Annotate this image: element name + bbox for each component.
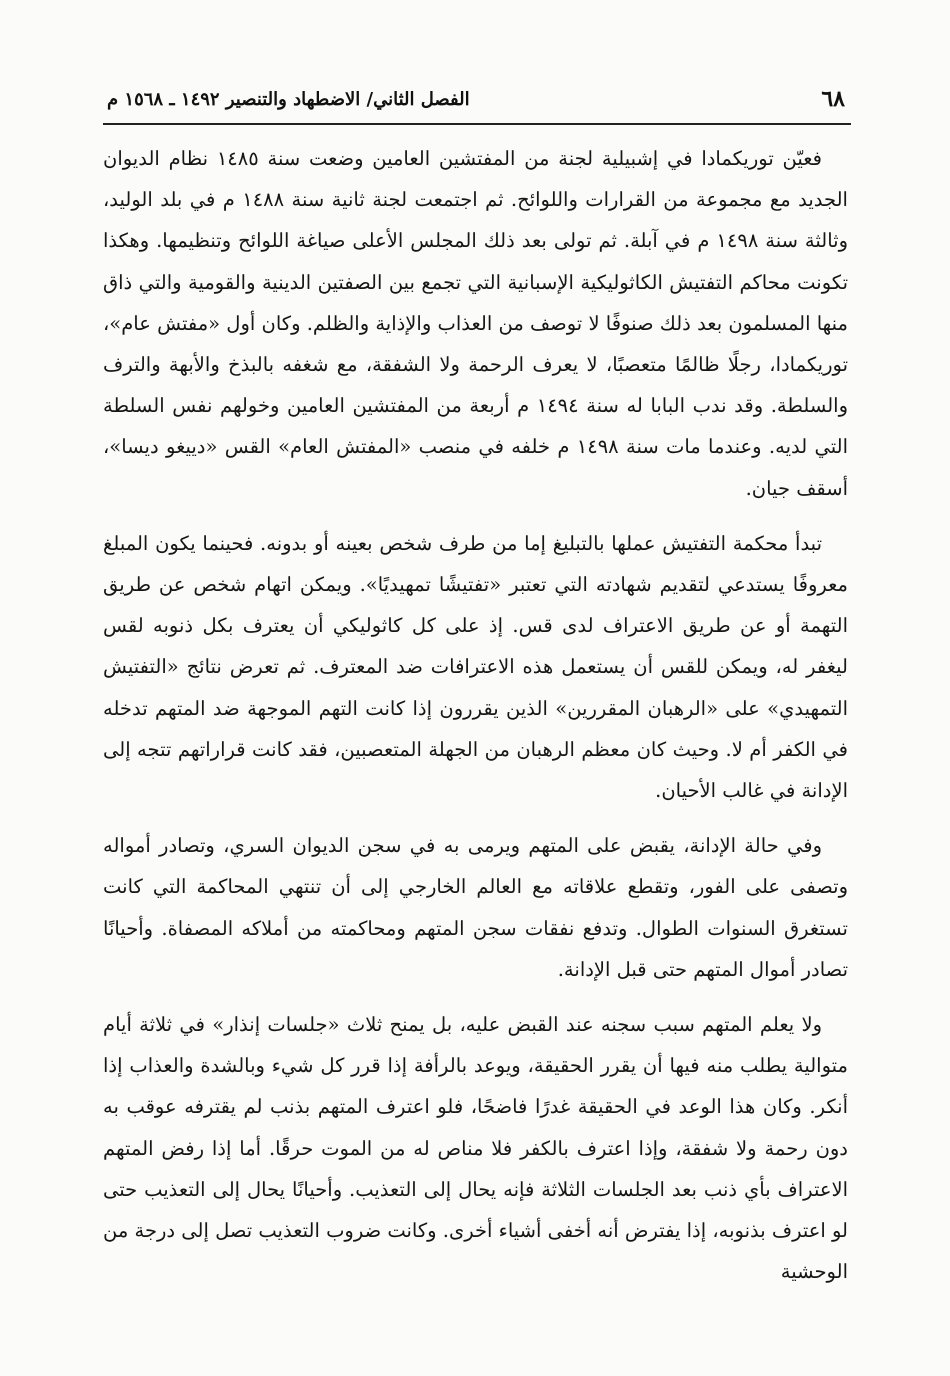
header-divider xyxy=(103,123,851,125)
paragraph-3: وفي حالة الإدانة، يقبض على المتهم ويرمى به في سجن الديوان السري، وتصادر أمواله وتصفى على الفور، وتقطع علاقاته مع العالم الخارجي إلى أن تنتهي المحاكمة التي كانت تستغرق السنوات الطوال. وتدفع نفقات سجن المتهم ومحاكمته من أملاكه المصفاة. وأحيانًا تصادر أموال المتهم حتى قبل الإدانة. xyxy=(103,834,848,981)
running-title: الفصل الثاني/ الاضطهاد والتنصير ١٤٩٢ ـ ١٥٦٨ م xyxy=(107,89,470,110)
paragraph-2: تبدأ محكمة التفتيش عملها بالتبليغ إما من طرف شخص بعينه أو بدونه. فحينما يكون المبلغ معروفًا يستدعي لتقديم شهادته التي تعتبر «تفتيشًا تمهيديًا». ويمكن اتهام شخص عن طريق التهمة أو عن طريق الاعتراف لدى قس. إذ على كل كاثوليكي أن يعترف بكل ذنوبه لقس ليغفر له، ويمكن للقس أن يستعمل هذه الاعترافات ضد المعترف. ثم تعرض نتائج «التفتيش التمهيدي» على «الرهبان المقررين» الذين يقررون إذا كانت التهم الموجهة ضد المتهم تدخله في الكفر أم لا. وحيث كان معظم الرهبان من الجهلة المتعصبين، فقد كانت قراراتهم تتجه إلى الإدانة في غالب الأحيان. xyxy=(103,531,848,803)
paragraph-1: فعيّن توريكمادا في إشبيلية لجنة من المفتشين العامين وضعت سنة ١٤٨٥ نظام الديوان الجديد مع مجموعة من القرارات واللوائح. ثم اجتمعت لجنة ثانية سنة ١٤٨٨ م في بلد الوليد، وثالثة سنة ١٤٩٨ م في آبلة. ثم تولى بعد ذلك المجلس الأعلى صياغة اللوائح وتنظيمها. وهكذا تكونت محاكم التفتيش الكاثوليكية الإسبانية التي تجمع بين الصفتين الدينية والقومية والتي ذاق منها المسلمون بعد ذلك صنوفًا لا توصف من العذاب والإذاية والظلم. وكان أول «مفتش عام»، توريكمادا، رجلًا ظالمًا متعصبًا، لا يعرف الرحمة ولا الشفقة، مع شغفه بالبذخ والأبهة والترف والسلطة. وقد ندب البابا له سنة ١٤٩٤ م أربعة من المفتشين العامين وخولهم نفس السلطة التي لديه. وعندما مات سنة ١٤٩٨ م خلفه في منصب «المفتش العام» القس «دييغو ديسا»، أسقف جيان. xyxy=(103,147,849,500)
paragraph-4: ولا يعلم المتهم سبب سجنه عند القبض عليه، بل يمنح ثلاث «جلسات إنذار» في ثلاثة أيام متوالية يطلب منه فيها أن يقرر الحقيقة، ويوعد بالرأفة إذا قرر كل شيء وبالشدة والعذاب إذا أنكر. وكان هذا الوعد في الحقيقة غدرًا فاضحًا، فلو اعترف المتهم بذنب لم يقترفه عوقب به دون رحمة ولا شفقة، وإذا اعترف بالكفر فلا مناص له من الموت حرقًا. أما إذا رفض المتهم الاعتراف بأي ذنب بعد الجلسات الثلاثة فإنه يحال إلى التعذيب. وأحيانًا يحال إلى التعذيب حتى لو اعترف بذنوبه، إذا يفترض أنه أخفى أشياء أخرى. وكانت ضروب التعذيب تصل إلى درجة من الوحشية xyxy=(103,1013,848,1284)
page-header xyxy=(103,84,851,118)
body-text xyxy=(103,138,848,1306)
page-number: ٦٨ xyxy=(821,86,845,112)
